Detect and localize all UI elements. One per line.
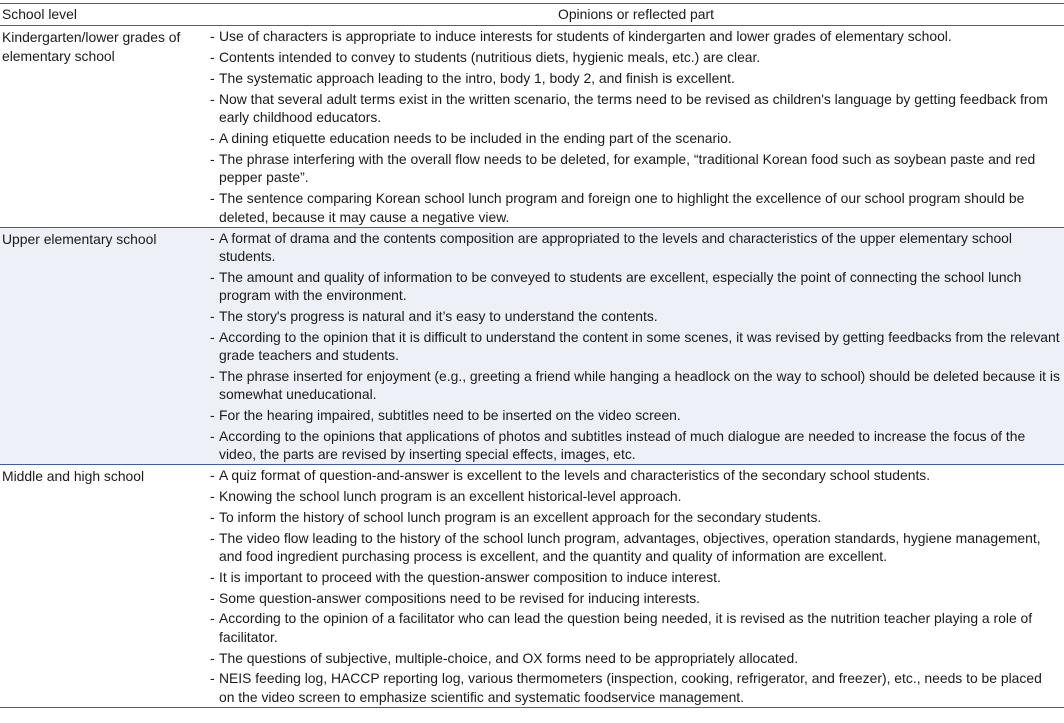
opinion-item <box>0 466 1064 484</box>
bullet-dash: - <box>210 610 215 627</box>
opinion-text: The phrase inserted for enjoyment (e.g., greeting a friend while hanging a headlock on the way to school) should be deleted because it is somewhat uneducational. <box>219 367 1060 403</box>
opinion-text: To inform the history of school lunch program is an excellent approach for the secondary students. <box>219 508 822 525</box>
table-row <box>0 227 1064 465</box>
opinion-item <box>0 508 1064 526</box>
opinion-text: For the hearing impaired, subtitles need to be inserted on the video screen. <box>219 407 681 423</box>
bullet-dash: - <box>210 328 215 345</box>
opinion-item <box>0 669 1064 706</box>
opinions-table <box>0 3 1064 708</box>
opinion-item <box>0 229 1064 266</box>
opinion-item <box>0 129 1064 147</box>
opinion-text: Contents intended to convey to students (nutritious diets, hygienic meals, etc.) are clear. <box>219 49 761 66</box>
opinion-item <box>0 367 1064 404</box>
opinion-item <box>0 90 1064 127</box>
bullet-dash: - <box>210 467 215 484</box>
opinion-text: A format of drama and the contents composition are appropriated to the levels and characteristics of the upper elementary school students. <box>219 229 1012 265</box>
opinion-text: NEIS feeding log, HACCP reporting log, various thermometers (inspection, cooking, refrigerator, and freezer), etc., needs to be placed on the video screen to emphasize scientific and systematic foodservice management. <box>219 670 1042 705</box>
opinions-cell <box>208 26 1064 228</box>
opinion-text: According to the opinion that it is difficult to understand the content in some scenes, it was revised by getting feedbacks from the relevant grade teachers and students. <box>219 328 1060 364</box>
opinion-text: A dining etiquette education needs to be included in the ending part of the scenario. <box>219 130 732 147</box>
opinion-item <box>0 487 1064 505</box>
bullet-dash: - <box>210 190 215 207</box>
opinion-item <box>0 69 1064 87</box>
opinion-item <box>0 406 1064 424</box>
group-middle-high <box>0 465 1064 708</box>
opinions-cell <box>208 465 1064 708</box>
opinion-text: Now that several adult terms exist in the written scenario, the terms need to be revised as children's language by getting feedback from early childhood educators. <box>219 90 1048 126</box>
header-row <box>0 4 1064 26</box>
school-level-cell: Kindergarten/lower grades of elementary school <box>2 29 181 64</box>
bullet-dash: - <box>210 268 215 285</box>
bullet-dash: - <box>210 151 215 168</box>
opinion-item <box>0 589 1064 607</box>
opinion-text: The systematic approach leading to the intro, body 1, body 2, and finish is excellent. <box>219 70 735 87</box>
opinion-text: According to the opinion of a facilitator who can lead the question being needed, it is revised as the nutrition teacher playing a role of facilitator. <box>219 610 1033 645</box>
opinion-text: Some question-answer compositions need to be revised for inducing interests. <box>219 589 701 606</box>
opinion-item <box>0 150 1064 187</box>
bullet-dash: - <box>210 229 215 246</box>
opinion-text: The amount and quality of information to be conveyed to students are excellent, especially the point of connecting the school lunch program with the environment. <box>219 268 1022 304</box>
opinion-item <box>0 427 1064 464</box>
bullet-dash: - <box>210 407 215 423</box>
opinion-text: The sentence comparing Korean school lunch program and foreign one to highlight the excellence of our school program should be deleted, because it may cause a negative view. <box>219 190 1025 225</box>
table-row <box>0 26 1064 228</box>
opinion-text: The story's progress is natural and it’s easy to understand the contents. <box>219 308 658 325</box>
opinion-text: The questions of subjective, multiple-choice, and OX forms need to be appropriately allocated. <box>219 649 799 666</box>
opinion-item <box>0 268 1064 305</box>
bullet-dash: - <box>210 589 215 606</box>
bullet-dash: - <box>210 367 215 384</box>
opinion-item <box>0 307 1064 325</box>
bullet-dash: - <box>210 90 215 107</box>
bullet-dash: - <box>210 568 215 585</box>
opinion-text: According to the opinions that applications of photos and subtitles instead of much dialogue are needed to increase the focus of the video, the parts are revised by inserting special effects, images, etc. <box>219 427 1026 463</box>
header-school-level: School level <box>2 6 77 22</box>
opinion-text: Knowing the school lunch program is an excellent historical-level approach. <box>219 488 682 505</box>
opinion-item <box>0 328 1064 365</box>
opinion-text: A quiz format of question-and-answer is excellent to the levels and characteristics of the secondary school students. <box>219 467 931 484</box>
opinion-item <box>0 609 1064 646</box>
bullet-dash: - <box>210 670 215 687</box>
bullet-dash: - <box>210 427 215 444</box>
opinion-text: The video flow leading to the history of the school lunch program, advantages, objectives, operation standards, hygiene management, and food ingredient purchasing process is excellent, and the quantity and quality of information are excellent. <box>219 529 1041 565</box>
bullet-dash: - <box>210 529 215 546</box>
table-row <box>0 465 1064 708</box>
group-kindergarten-lower-elementary <box>0 26 1064 228</box>
bullet-dash: - <box>210 70 215 87</box>
opinion-item <box>0 649 1064 667</box>
group-upper-elementary <box>0 227 1064 465</box>
bullet-dash: - <box>210 130 215 147</box>
opinion-text: The phrase interfering with the overall flow needs to be deleted, for example, “traditional Korean food such as soybean paste and red pepper paste”. <box>219 151 1036 186</box>
opinion-text: It is important to proceed with the question-answer composition to induce interest. <box>219 568 721 585</box>
opinion-item <box>0 27 1064 45</box>
table-header <box>0 4 1064 26</box>
opinion-item <box>0 189 1064 226</box>
opinion-text: Use of characters is appropriate to induce interests for students of kindergarten and lower grades of elementary school. <box>219 28 952 45</box>
bullet-dash: - <box>210 508 215 525</box>
bullet-dash: - <box>210 308 215 325</box>
opinion-item <box>0 48 1064 66</box>
opinion-item <box>0 529 1064 566</box>
bullet-dash: - <box>210 649 215 666</box>
school-level-cell: Middle and high school <box>2 468 145 485</box>
opinion-item <box>0 568 1064 586</box>
bullet-dash: - <box>210 49 215 66</box>
header-opinions: Opinions or reflected part <box>558 6 714 22</box>
bullet-dash: - <box>210 28 215 45</box>
opinions-cell <box>208 227 1064 465</box>
bullet-dash: - <box>210 488 215 505</box>
school-level-cell: Upper elementary school <box>0 227 208 465</box>
